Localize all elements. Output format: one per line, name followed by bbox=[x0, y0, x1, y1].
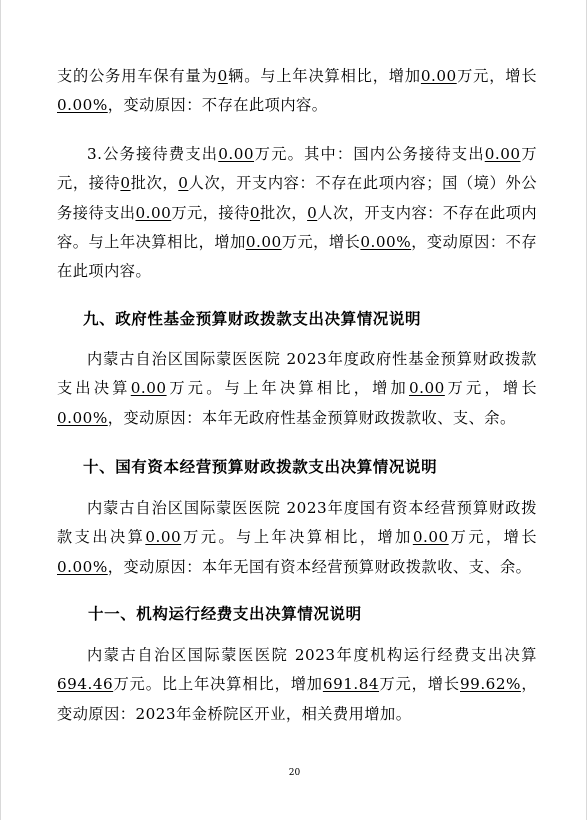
section-heading-operating-expense: 十一、机构运行经费支出决算情况说明 bbox=[88, 604, 362, 623]
value-growth: 0.00% bbox=[57, 557, 108, 576]
text: 人次，开支内容：不存在此项内容。与上年决算相比，增加 bbox=[57, 203, 538, 251]
text: ，变动原因：不存在此项内容。 bbox=[107, 96, 328, 115]
value-foreign: 0.00 bbox=[135, 203, 172, 222]
value-domestic-batches: 0 bbox=[120, 174, 131, 193]
value-foreign-persons: 0 bbox=[307, 203, 318, 222]
text: 万元，接待 bbox=[171, 203, 250, 222]
value-increase: 0.00 bbox=[245, 232, 282, 251]
value-increase: 0.00 bbox=[412, 528, 449, 547]
paragraph-reception-expense bbox=[57, 140, 537, 286]
text: 支的公务用车保有量为 bbox=[57, 67, 218, 85]
section-heading-state-capital: 十、国有资本经营预算财政拨款支出决算情况说明 bbox=[83, 457, 438, 476]
value-expense: 0.00 bbox=[145, 528, 182, 547]
value-increase: 691.84 bbox=[322, 675, 380, 694]
text: 3.公务接待费支出 bbox=[87, 145, 219, 163]
text: 万元，增长 bbox=[444, 379, 538, 398]
value-vehicle-count: 0 bbox=[217, 67, 228, 85]
paragraph-operating-expense bbox=[57, 641, 537, 729]
value-domestic: 0.00 bbox=[484, 145, 521, 163]
paragraph-vehicle-ownership bbox=[57, 62, 537, 121]
text: 万元，增长 bbox=[456, 67, 538, 85]
text: 批次， bbox=[130, 174, 179, 193]
text: 批次， bbox=[259, 203, 308, 222]
text: 万元，增长 bbox=[448, 528, 538, 547]
text: 内蒙古自治区国际蒙医医院 2023年度政府性基金预算财政拨款支出决算 bbox=[57, 350, 537, 398]
text: ，变动原因：本年无国有资本经营预算财政拨款收、支、余。 bbox=[107, 557, 532, 576]
paragraph-state-capital bbox=[57, 494, 537, 582]
value-increase: 0.00 bbox=[420, 67, 457, 85]
text: 人次，开支内容：不存在此项内容；国（境）外公务接待支出 bbox=[57, 174, 538, 222]
value-reception-total: 0.00 bbox=[218, 145, 255, 163]
text: 万元。与上年决算相比，增加 bbox=[166, 379, 409, 398]
value-domestic-persons: 0 bbox=[178, 174, 189, 193]
text: 内蒙古自治区国际蒙医医院 2023年度机构运行经费支出决算 bbox=[87, 646, 537, 664]
text: 辆。与上年决算相比，增加 bbox=[227, 67, 421, 85]
value-growth: 0.00% bbox=[57, 408, 108, 427]
text: 内蒙古自治区国际蒙医医院 2023年度国有资本经营预算财政拨款支出决算 bbox=[57, 499, 537, 547]
text: 万元。比上年决算相比，增加 bbox=[113, 675, 323, 694]
text: 万元。其中：国内公务接待支出 bbox=[254, 145, 485, 163]
text: 万元，增长 bbox=[281, 232, 361, 251]
value-growth: 99.62% bbox=[460, 675, 521, 694]
value-growth: 0.00% bbox=[360, 232, 412, 251]
section-heading-government-fund: 九、政府性基金预算财政拨款支出决算情况说明 bbox=[83, 309, 422, 328]
paragraph-government-fund bbox=[57, 345, 537, 433]
value-expense: 694.46 bbox=[57, 675, 114, 694]
page-number: 20 bbox=[288, 768, 301, 778]
text: ，变动原因：不存在此项内容。 bbox=[57, 232, 538, 281]
value-foreign-batches: 0 bbox=[249, 203, 260, 222]
text: ，变动原因：2023年金桥院区开业，相关费用增加。 bbox=[57, 675, 538, 723]
value-growth: 0.00% bbox=[57, 96, 108, 115]
text: ，变动原因：本年无政府性基金预算财政拨款收、支、余。 bbox=[107, 408, 516, 427]
value-increase: 0.00 bbox=[409, 379, 445, 398]
text: 万元，接待 bbox=[57, 145, 538, 193]
text: 万元。与上年决算相比，增加 bbox=[181, 528, 413, 547]
value-expense: 0.00 bbox=[130, 379, 167, 398]
text: 万元，增长 bbox=[379, 675, 460, 694]
